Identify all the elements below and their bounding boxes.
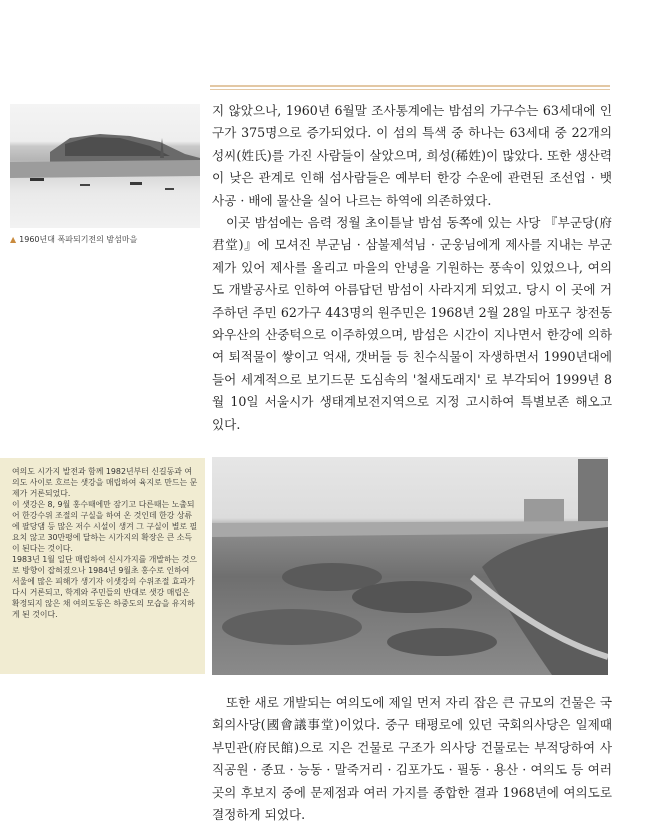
paragraph: 지 않았으나, 1960년 6월말 조사통계에는 밤섬의 가구수는 63세대에 인구가 375명으로 증가되었다. 이 섬의 특색 중 하나는 63세대 중 22개의 성씨(姓氏)를 가진 사람들이 살았으며, 희성(稀姓)이 많았다. 또한 생산력이 낮은 관계로 인해 섬사람들은 예부터 한강 수운에 관련된 조선업 · 뱃사공 · 배에 물산을 실어 나르는 하역에 의존하였다.	[212, 103, 612, 208]
sidebar-note	[0, 458, 205, 674]
photo-caption	[10, 234, 205, 245]
top-divider	[210, 85, 610, 87]
sidebar-paragraph: 이 샛강은 8, 9월 홍수때에만 잠기고 다른때는 노출되어 한강수위 조절의 구실을 하여 온 것인데 한강 상류에 팔당댐 등 많은 저수 시설이 생겨 그 구실이 별로 필요치 않고 30만평에 달하는 시가지의 확장은 큰 소득이 된다는 것이다.	[12, 500, 198, 553]
sidebar-paragraph: 여의도 시가지 발전과 함께 1982년부터 신길동과 여의도 사이로 흐르는 샛강을 매립하여 육지로 만드는 문제가 거론되었다.	[12, 467, 198, 498]
triangle-marker-icon: ▲	[10, 235, 17, 244]
paragraph: 이곳 밤섬에는 음력 정월 초이튿날 밤섬 동쪽에 있는 사당 『부군당(府君堂)』에 모셔진 부군님 · 삼불제석님 · 군웅님에게 제사를 지내는 부군제가 있어 제사를 올리고 마을의 안녕을 기원하는 풍속이 있었으나, 여의도 개발공사로 인하여 아름답던 밤섬이 사라지게 되었고. 당시 이 곳에 거주하던 주민 62가구 443명의 원주민은 1968년 2월 28일 마포구 창전동 와우산의 산중턱으로 이주하였으며, 밤섬은 시간이 지나면서 한강에 의하여 퇴적물이 쌓이고 억새, 갯버들 등 친수식물이 자생하면서 1990년대에 들어 세계적으로 보기드문 도심속의 '철새도래지' 로 부각되어 1999년 8월 10일 서울시가 생태계보전지역으로 지정 고시하여 특별보존 해오고 있다.	[212, 215, 612, 432]
saetgang-wetland-photo	[212, 457, 608, 675]
bamseom-village-photo	[10, 104, 200, 228]
paragraph: 또한 새로 개발되는 여의도에 제일 먼저 자리 잡은 큰 규모의 건물은 국회의사당(國會議事堂)이었다. 중구 태평로에 있던 국회의사당은 일제때 부민관(府民館)으로 지은 건물로 구조가 의사당 건물로는 부적당하여 사직공원 · 종묘 · 능동 · 말죽거리 · 김포가도 · 필동 · 용산 · 여의도 등 여러 곳의 후보지 중에 문제점과 여러 가지를 종합한 결과 1968년에 여의도로 결정하게 되었다.	[212, 695, 612, 823]
sidebar-paragraph: 1983년 1월 일단 매립하여 신시가지를 개발하는 것으로 방향이 잡혀졌으나 1984년 9월초 홍수로 인하여 서울에 많은 피해가 생기자 이샛강의 수위조절 효과가 다시 거론되고, 학계와 주민들의 반대로 샛강 매립은 확정되지 않은 채 여의도동은 하중도의 모습을 유지하게 된 것이다.	[12, 555, 197, 619]
top-divider-thin	[210, 89, 610, 90]
caption-text: 1960년대 폭파되기전의 밤섬마을	[19, 235, 138, 244]
main-body-text	[212, 100, 612, 436]
bottom-body-text	[212, 692, 612, 826]
